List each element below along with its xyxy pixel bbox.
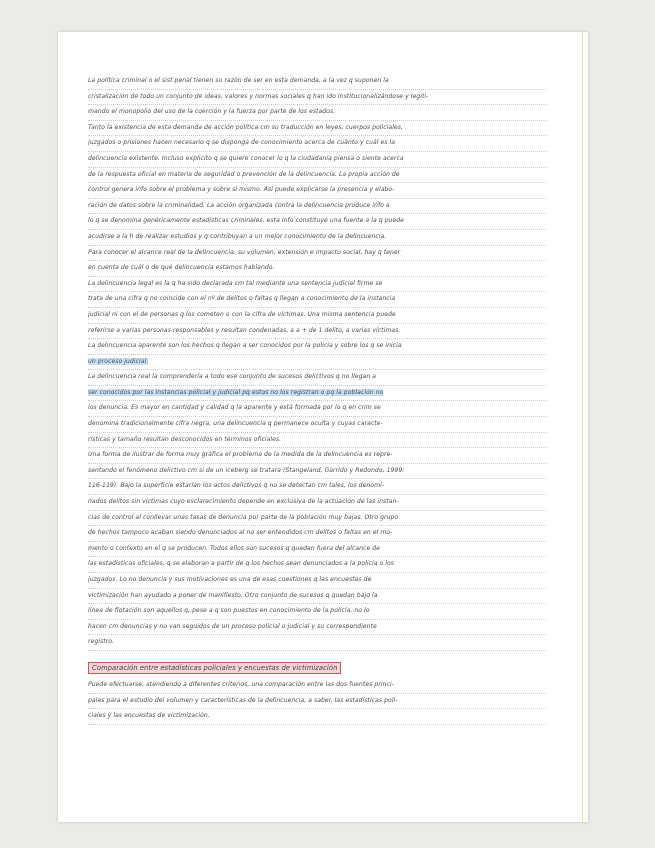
text-line: cias de control al conllevar unas tasas de denuncia por parte de la población muy bajas. Otro grupo [88, 511, 546, 527]
text-line: La delincuencia legal es la q ha sido declarada cm tal mediante una sentencia judicial firme se [88, 277, 546, 293]
text-line: línea de flotación son aquellos q, pese a q son puestos en conocimiento de la policía, no lo [88, 604, 546, 620]
text-line: un proceso judicial. [88, 355, 546, 371]
text-line: juzgados o prisiones hacen necesario q se disponga de conocimiento acerca de cuánto y cuál es la [88, 136, 546, 152]
text-line: las estadísticas oficiales, q se elaboran a partir de q los hechos sean denunciados a la policía o los [88, 557, 546, 573]
text-line: La política criminal o el sist penal tienen su razón de ser en esta demanda, a la vez q suponen la [88, 74, 546, 90]
text-line: ración de datos sobre la criminalidad. La acción organizada contra la delincuencia produce info a [88, 199, 546, 215]
text-line: La delincuencia aparente son los hechos q llegan a ser conocidos por la policía y sobre los q se inicia [88, 339, 546, 355]
text-line: Para conocer el alcance real de la delincuencia, su volumen, extensión e impacto social, hay q tener [88, 246, 546, 262]
text-line: 116-119). Bajo la superficie estarían los actos delictivos q no se detectan cm tales, los denomi- [88, 479, 546, 495]
text-line: nados delitos sin víctimas cuyo esclarecimiento depende en exclusiva de la actuación de las instan- [88, 495, 546, 511]
text-line: trata de una cifra q no coincide con el nº de delitos o faltas q llegan a conocimiento de la instancia [88, 292, 546, 308]
text-line: referirse a varias personas responsables y resultan condenadas, a a + de 1 delito, a varias víctimas. [88, 324, 546, 340]
handwritten-notes [88, 74, 546, 725]
text-line: control genera info sobre el problema y sobre sí mismo. Así puede explicarse la presencia y elabo- [88, 183, 546, 199]
text-line: ser conocidos por las instancias policial y judicial pq estos no los registran o pq la población no [88, 386, 546, 402]
text-line: cristalización de todo un conjunto de ideas, valores y normas sociales q han ido institucionalizándose y legiti- [88, 90, 546, 106]
section-heading-row [88, 659, 546, 678]
text-line: de la respuesta oficial en materia de seguridad o prevención de la delincuencia. La propia acción de [88, 168, 546, 184]
text-line: mando el monopolio del uso de la coerción y la fuerza por parte de los estados. [88, 105, 546, 121]
section-heading: Comparación entre estadísticas policiales y encuestas de victimización [88, 662, 341, 674]
text-line: rísticas y tamaño resultan desconocidos en términos oficiales. [88, 433, 546, 449]
text-line: registro. [88, 635, 546, 651]
text-line: victimización han ayudado a poner de manifiesto. Otro conjunto de sucesos q quedan bajo la [88, 589, 546, 605]
text-line: ciales y las encuestas de victimización. [88, 709, 546, 725]
text-line: los denuncia. Es mayor en cantidad y calidad q la aparente y está formada por lo q en crim se [88, 401, 546, 417]
text-line: denomina tradicionalmente cifra negra, una delincuencia q permanece oculta y cuyas caracte- [88, 417, 546, 433]
text-line: hacen cm denuncias y no van seguidos de un proceso policial o judicial y su correspondiente [88, 620, 546, 636]
text-line: La delincuencia real la comprendería a todo ese conjunto de sucesos delictivos q no llegan a [88, 370, 546, 386]
text-line: judicial ni con el de personas q los cometen o con la cifra de víctimas. Una misma sentencia puede [88, 308, 546, 324]
text-line: mento o contexto en el q se producen. Todos ellos son sucesos q quedan fuera del alcance de [88, 542, 546, 558]
text-line: juzgados. Lo no denuncia y sus motivaciones es una de esas cuestiones q las encuestas de [88, 573, 546, 589]
text-line: Tanto la existencia de esta demanda de acción política cm su traducción en leyes, cuerpos policiales, [88, 121, 546, 137]
text-line: delincuencia existente. Incluso explicito q se quiere conocer lo q la ciudadanía piensa o siente acerca [88, 152, 546, 168]
text-line: lo q se denomina genéricamente estadísticas criminales, esta info constituye una fuente a la q puede [88, 214, 546, 230]
text-line: Puede efectuarse, atendiendo a diferentes criterios, una comparación entre las dos fuentes princi- [88, 678, 546, 694]
notebook-page [58, 32, 588, 822]
page-margin-line [582, 32, 583, 822]
text-line: acudirse a la h de realizar estudios y q contribuyan a un mejor conocimiento de la delincuencia. [88, 230, 546, 246]
text-line: sentando el fenómeno delictivo cm si de un iceberg se tratara (Stangeland, Garrido y Redondo, 1999: [88, 464, 546, 480]
spacer [88, 651, 546, 659]
text-line: Una forma de ilustrar de forma muy gráfica el problema de la medida de la delincuencia es repre- [88, 448, 546, 464]
text-line: pales para el estudio del volumen y características de la delincuencia, a saber, las estadísticas poli- [88, 694, 546, 710]
text-line: en cuenta de cuál o de qué delincuencia estamos hablando. [88, 261, 546, 277]
text-line: de hechos tampoco acaban siendo denunciados al no ser entendidos cm delitos o faltas en el mo- [88, 526, 546, 542]
